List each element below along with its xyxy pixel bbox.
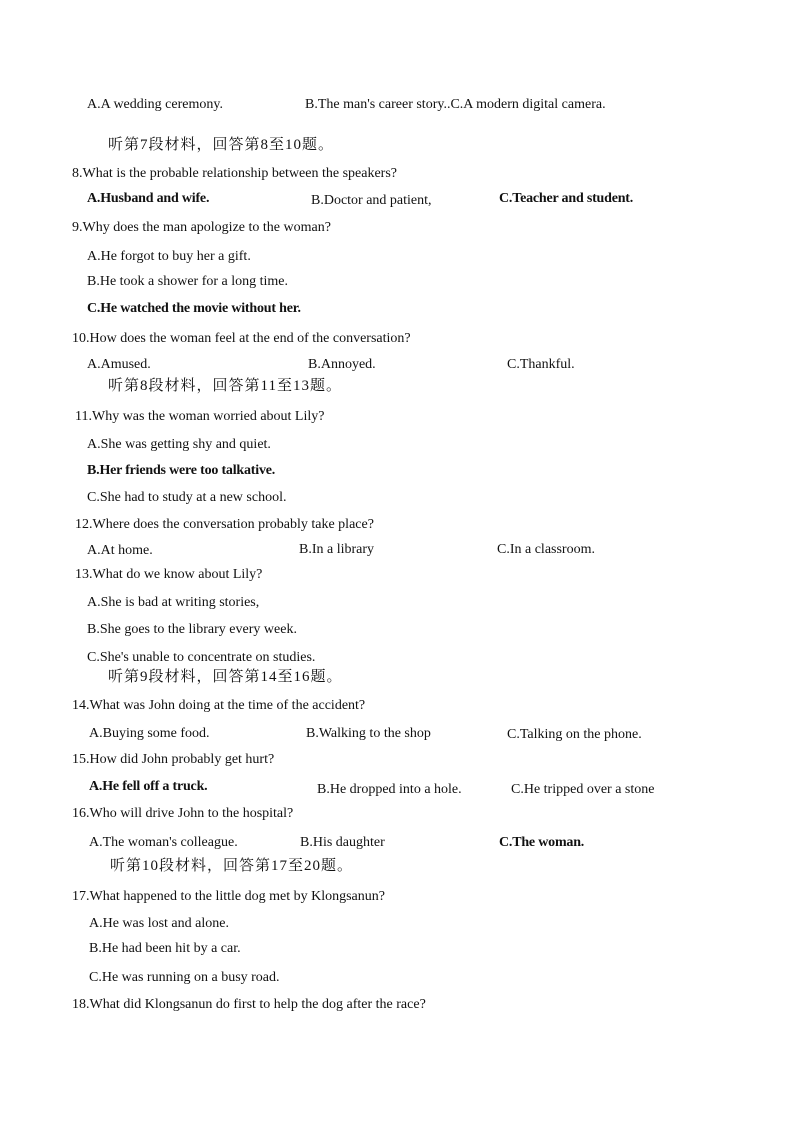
q12-option-a: A.At home.	[87, 543, 153, 558]
q15-option-c: C.He tripped over a stone	[511, 782, 655, 797]
q8-option-b: B.Doctor and patient,	[311, 193, 432, 208]
q7-option-b-c: B.The man's career story..C.A modern digital camera.	[305, 97, 606, 112]
section-8-instruction: 听第8段材料，回答第11至13题。	[108, 378, 342, 394]
q9-option-b: B.He took a shower for a long time.	[87, 274, 289, 289]
q7-option-a: A.A wedding ceremony.	[87, 97, 223, 112]
section-10-instruction: 听第10段材料，回答第17至20题。	[110, 858, 354, 874]
question-9: 9.Why does the man apologize to the woman?	[72, 220, 331, 235]
question-10: 10.How does the woman feel at the end of the conversation?	[72, 331, 411, 346]
section-9-instruction: 听第9段材料，回答第14至16题。	[108, 669, 343, 685]
q11-option-a: A.She was getting shy and quiet.	[87, 437, 271, 452]
q10-option-c: C.Thankful.	[507, 357, 575, 372]
q14-option-c: C.Talking on the phone.	[507, 727, 642, 742]
q9-option-c: C.He watched the movie without her.	[87, 301, 301, 316]
q14-option-b: B.Walking to the shop	[306, 726, 431, 741]
q9-option-a: A.He forgot to buy her a gift.	[87, 249, 251, 264]
q16-option-a: A.The woman's colleague.	[89, 835, 238, 850]
section-7-instruction: 听第7段材料，回答第8至10题。	[108, 137, 335, 153]
q8-option-a: A.Husband and wife.	[87, 191, 210, 206]
q13-option-a: A.She is bad at writing stories,	[87, 595, 260, 610]
q16-option-c: C.The woman.	[499, 835, 585, 850]
q13-option-c: C.She's unable to concentrate on studies.	[87, 650, 316, 665]
question-17: 17.What happened to the little dog met by Klongsanun?	[72, 889, 385, 904]
q11-option-c: C.She had to study at a new school.	[87, 490, 287, 505]
q15-option-a: A.He fell off a truck.	[89, 779, 208, 794]
q8-option-c: C.Teacher and student.	[499, 191, 634, 206]
question-16: 16.Who will drive John to the hospital?	[72, 806, 294, 821]
q12-option-b: B.In a library	[299, 542, 375, 557]
q12-option-c: C.In a classroom.	[497, 542, 595, 557]
question-18: 18.What did Klongsanun do first to help the dog after the race?	[72, 997, 426, 1012]
q17-option-b: B.He had been hit by a car.	[89, 941, 241, 956]
question-13: 13.What do we know about Lily?	[75, 567, 263, 582]
q15-option-b: B.He dropped into a hole.	[317, 782, 462, 797]
question-8: 8.What is the probable relationship between the speakers?	[72, 166, 397, 181]
q14-option-a: A.Buying some food.	[89, 726, 210, 741]
q17-option-c: C.He was running on a busy road.	[89, 970, 280, 985]
q10-option-a: A.Amused.	[87, 357, 151, 372]
q16-option-b: B.His daughter	[300, 835, 385, 850]
q17-option-a: A.He was lost and alone.	[89, 916, 229, 931]
question-11: 11.Why was the woman worried about Lily?	[75, 409, 325, 424]
question-12: 12.Where does the conversation probably take place?	[75, 517, 374, 532]
q13-option-b: B.She goes to the library every week.	[87, 622, 297, 637]
question-15: 15.How did John probably get hurt?	[72, 752, 275, 767]
q10-option-b: B.Annoyed.	[308, 357, 376, 372]
q11-option-b: B.Her friends were too talkative.	[87, 463, 276, 478]
question-14: 14.What was John doing at the time of the accident?	[72, 698, 366, 713]
